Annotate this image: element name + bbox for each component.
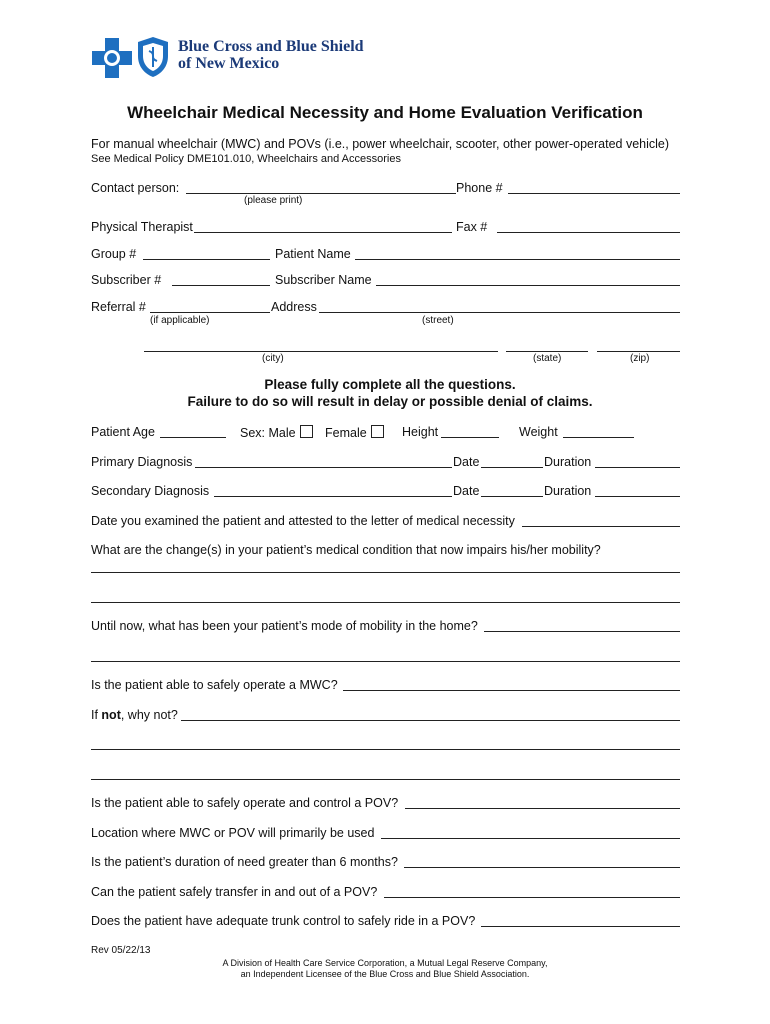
mwc-answer-field[interactable]	[343, 690, 680, 691]
trunk-control-question: Does the patient have adequate trunk control to safely ride in a POV?	[91, 914, 476, 928]
intro-text: For manual wheelchair (MWC) and POVs (i.e., power wheelchair, scooter, other power-operated vehicle)	[91, 137, 670, 151]
female-label	[325, 425, 384, 440]
address-label: Address	[271, 300, 317, 314]
phone-label: Phone #	[456, 181, 503, 195]
female-text: Female	[325, 426, 367, 440]
street-hint: (street)	[422, 315, 454, 326]
weight-label: Weight	[519, 425, 558, 439]
transfer-question: Can the patient safely transfer in and out of a POV?	[91, 885, 378, 899]
male-checkbox[interactable]	[300, 425, 313, 438]
primary-date-label: Date	[453, 455, 480, 469]
org-name-line1: Blue Cross and Blue Shield	[178, 38, 364, 55]
trunk-control-answer-field[interactable]	[481, 926, 680, 927]
bcbs-logo	[92, 36, 372, 82]
exam-date-field[interactable]	[522, 526, 680, 527]
footer-line2: an Independent Licensee of the Blue Cross and Blue Shield Association.	[240, 969, 530, 979]
physical-therapist-label: Physical Therapist	[91, 220, 193, 234]
primary-date-field[interactable]	[481, 467, 543, 468]
patient-age-field[interactable]	[160, 437, 226, 438]
subscriber-label: Subscriber #	[91, 273, 162, 287]
zip-hint: (zip)	[630, 353, 650, 364]
secondary-date-field[interactable]	[481, 496, 543, 497]
zip-field[interactable]	[597, 351, 680, 352]
state-hint: (state)	[533, 353, 562, 364]
primary-diagnosis-field[interactable]	[195, 467, 452, 468]
pov-answer-field[interactable]	[405, 808, 680, 809]
location-question: Location where MWC or POV will primarily be used	[91, 826, 375, 840]
secondary-diagnosis-field[interactable]	[214, 496, 452, 497]
secondary-diagnosis-label: Secondary Diagnosis	[91, 484, 210, 498]
if-not-field[interactable]	[181, 720, 680, 721]
policy-reference: See Medical Policy DME101.010, Wheelchairs and Accessories	[91, 153, 401, 165]
mobility-mode-field[interactable]	[484, 631, 680, 632]
if-applicable-hint: (if applicable)	[150, 315, 210, 326]
fax-label: Fax #	[456, 220, 488, 234]
page-title: Wheelchair Medical Necessity and Home Evaluation Verification	[127, 103, 643, 122]
footer-line1: A Division of Health Care Service Corporation, a Mutual Legal Reserve Company,	[222, 958, 548, 968]
secondary-date-label: Date	[453, 484, 480, 498]
subscriber-field[interactable]	[172, 285, 270, 286]
weight-field[interactable]	[563, 437, 634, 438]
state-field[interactable]	[506, 351, 588, 352]
blue-shield-icon	[136, 36, 170, 78]
mwc-question: Is the patient able to safely operate a MWC?	[91, 678, 338, 692]
sex-male-label	[240, 425, 313, 440]
secondary-duration-label: Duration	[544, 484, 592, 498]
primary-diagnosis-label: Primary Diagnosis	[91, 455, 193, 469]
subscriber-name-label: Subscriber Name	[275, 273, 372, 287]
physical-therapist-field[interactable]	[194, 232, 452, 233]
street-field[interactable]	[319, 312, 680, 313]
if-not-answer-line-2[interactable]	[91, 779, 680, 780]
height-field[interactable]	[441, 437, 499, 438]
warning-line1: Please fully complete all the questions.	[264, 377, 516, 392]
warning-line2: Failure to do so will result in delay or possible denial of claims.	[187, 394, 593, 409]
phone-field[interactable]	[508, 193, 680, 194]
primary-duration-field[interactable]	[595, 467, 680, 468]
group-field[interactable]	[143, 259, 270, 260]
revision-date: Rev 05/22/13	[91, 945, 151, 956]
changes-answer-line-2[interactable]	[91, 602, 680, 603]
please-print-hint: (please print)	[244, 195, 303, 206]
patient-name-field[interactable]	[355, 259, 680, 260]
secondary-duration-field[interactable]	[595, 496, 680, 497]
contact-person-label: Contact person:	[91, 181, 180, 195]
if-not-question	[91, 708, 178, 722]
blue-cross-icon	[92, 38, 132, 78]
if-not-post: , why not?	[120, 708, 178, 722]
contact-person-field[interactable]	[186, 193, 456, 194]
location-answer-field[interactable]	[381, 838, 680, 839]
city-hint: (city)	[262, 353, 284, 364]
if-not-bold: not	[101, 708, 121, 722]
duration-question: Is the patient’s duration of need greater than 6 months?	[91, 855, 398, 869]
duration-answer-field[interactable]	[404, 867, 680, 868]
changes-answer-line-1[interactable]	[91, 572, 680, 573]
transfer-answer-field[interactable]	[384, 897, 680, 898]
changes-question: What are the change(s) in your patient’s medical condition that now impairs his/her mobility?	[91, 543, 601, 557]
mobility-mode-answer-line[interactable]	[91, 661, 680, 662]
patient-name-label: Patient Name	[275, 247, 351, 261]
height-label: Height	[402, 425, 439, 439]
if-not-pre: If	[91, 708, 102, 722]
org-name-line2: of New Mexico	[178, 55, 280, 72]
sex-male-text: Sex: Male	[240, 426, 296, 440]
referral-field[interactable]	[150, 312, 270, 313]
female-checkbox[interactable]	[371, 425, 384, 438]
primary-duration-label: Duration	[544, 455, 592, 469]
pov-question: Is the patient able to safely operate and control a POV?	[91, 796, 399, 810]
exam-date-question: Date you examined the patient and attested to the letter of medical necessity	[91, 514, 515, 528]
mobility-mode-question: Until now, what has been your patient’s mode of mobility in the home?	[91, 619, 478, 633]
patient-age-label: Patient Age	[91, 425, 155, 439]
fax-field[interactable]	[497, 232, 680, 233]
group-label: Group #	[91, 247, 137, 261]
referral-label: Referral #	[91, 300, 146, 314]
city-field[interactable]	[144, 351, 498, 352]
if-not-answer-line-1[interactable]	[91, 749, 680, 750]
subscriber-name-field[interactable]	[376, 285, 680, 286]
